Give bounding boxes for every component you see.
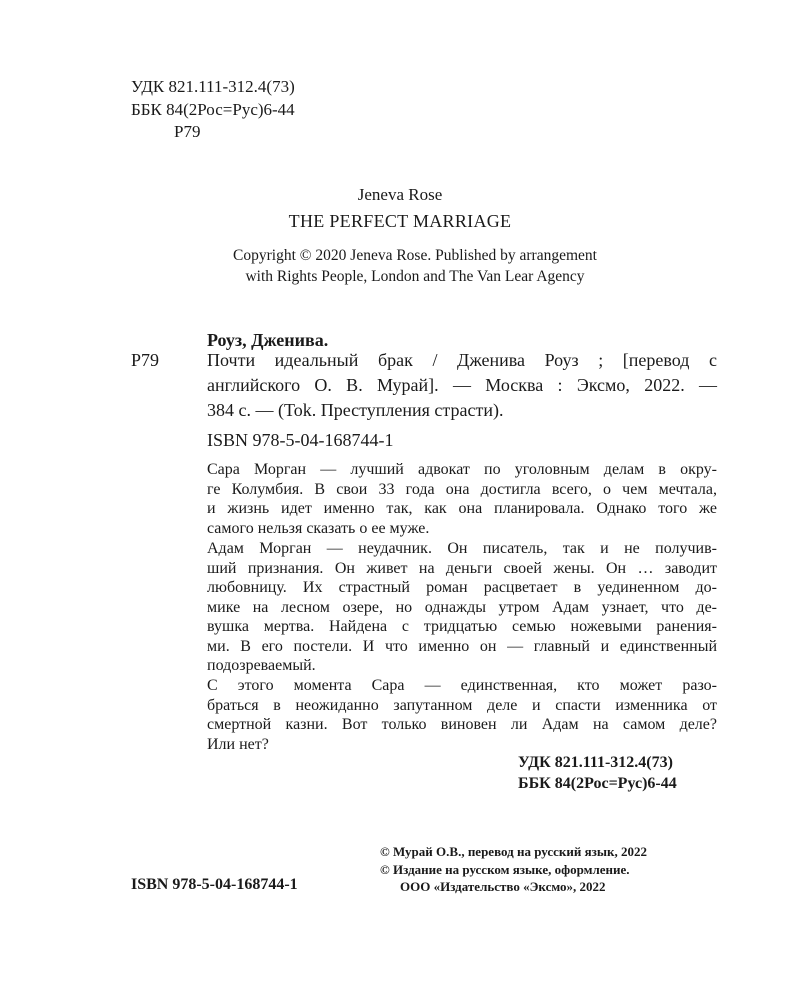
original-copyright	[200, 245, 630, 287]
bibliographic-line: Почти идеальный брак / Дженива Роуз ; [перевод с	[207, 350, 717, 370]
annotation-line: Адам Морган — неудачник. Он писатель, так и не получив-	[207, 540, 717, 557]
annotation-line: ге Колумбия. В свои 33 года она достигла всего, о чем мечтала,	[207, 480, 717, 498]
annotation-line: С этого момента Сара — единственная, кто может разо-	[207, 677, 717, 694]
bibliographic-description	[207, 348, 717, 423]
original-title: THE PERFECT MARRIAGE	[288, 211, 512, 231]
author-mark: Р79	[174, 122, 201, 141]
annotation-bbk: ББК 84(2Рос=Рус)6-44	[518, 775, 677, 792]
annotation-line: смертной казни. Вот только виновен ли Адам на самом деле?	[207, 716, 717, 733]
annotation-line: самого нельзя сказать о ее муже.	[207, 519, 430, 537]
bibliographic-line: 384 с. — (Tok. Преступления страсти).	[207, 400, 504, 420]
original-author: Jeneva Rose	[357, 185, 443, 204]
annotation-paragraph-3	[207, 676, 717, 754]
bibliographic-line: английского О. В. Мурай]. — Москва : Эксмо, 2022. —	[207, 375, 717, 395]
udk-code: УДК 821.111-312.4(73)	[131, 77, 295, 96]
annotation-line: браться в неожиданно запутанном деле и спасти изменника от	[207, 696, 717, 714]
annotation-line: Или нет?	[207, 735, 269, 753]
copyright-line: with Rights People, London and The Van Lear Agency	[245, 268, 585, 285]
annotation-line: мике на лесном озере, но однажды утром Адам узнает, что де-	[207, 598, 717, 616]
annotation-line: подозреваемый.	[207, 657, 316, 674]
publisher-copyright: ООО «Издательство «Эксмо», 2022	[400, 879, 606, 894]
annotation-line: ми. В его постели. И что именно он — главный и единственный	[207, 637, 717, 655]
annotation-line: и жизнь идет именно так, как она планировала. Однако того же	[207, 500, 717, 517]
annotation-paragraph-1	[207, 460, 717, 538]
annotation-line: вушка мертва. Найдена с тридцатью семью ножевыми ранения-	[207, 618, 717, 635]
footer-isbn: ISBN 978-5-04-168744-1	[131, 876, 298, 893]
copyright-translation: © Мурай О.В., перевод на русский язык, 2022	[380, 844, 648, 859]
annotation-paragraph-2	[207, 539, 717, 676]
annotation-udk: УДК 821.111-312.4(73)	[518, 754, 673, 771]
copyright-line: Copyright © 2020 Jeneva Rose. Published by arrangement	[233, 247, 597, 264]
annotation-line: ший признания. Он живет на деньги своей жены. Он … заводит	[207, 559, 717, 577]
annotation-line: Сара Морган — лучший адвокат по уголовным делам в окру-	[207, 461, 717, 478]
bbk-code: ББК 84(2Рос=Рус)6-44	[131, 100, 295, 119]
bibliographic-isbn: ISBN 978-5-04-168744-1	[207, 430, 394, 450]
author-heading: Роуз, Дженива.	[207, 330, 329, 350]
annotation-line: любовницу. Их страстный роман расцветает в уединенном до-	[207, 579, 717, 596]
copyright-edition: © Издание на русском языке, оформление.	[380, 862, 630, 877]
bibliographic-code: Р79	[131, 350, 160, 370]
